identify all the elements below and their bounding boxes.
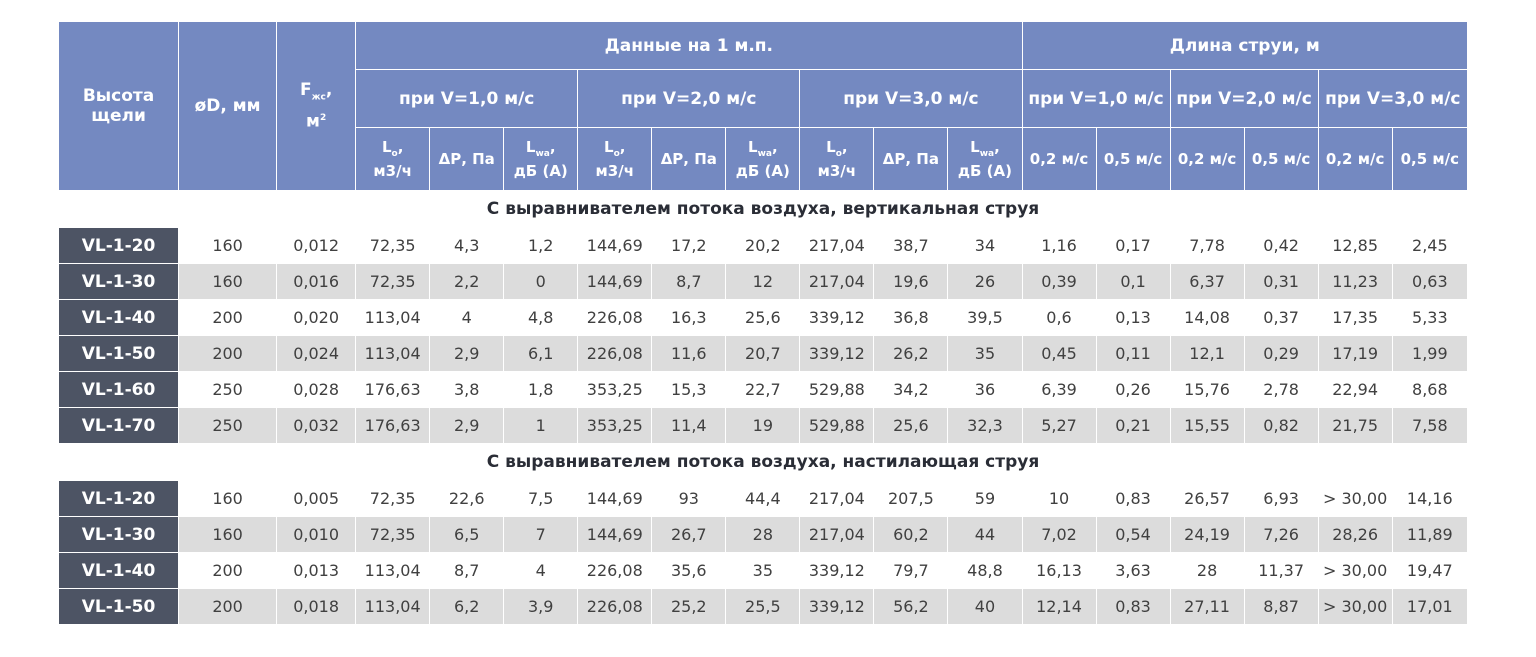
value-cell: 8,7: [430, 553, 504, 589]
value-cell: 12,1: [1170, 336, 1244, 372]
value-cell: 339,12: [800, 553, 874, 589]
header-group-data: Данные на 1 м.п.: [356, 22, 1022, 70]
table-row: [59, 264, 1468, 300]
value-cell: 113,04: [356, 300, 430, 336]
value-cell: 39,5: [948, 300, 1022, 336]
header-area-subscript: жс: [311, 92, 326, 103]
table-row: [59, 481, 1468, 517]
table-row: [59, 372, 1468, 408]
value-cell: 38,7: [874, 228, 948, 264]
value-cell: 0,012: [277, 228, 356, 264]
header-v05-2: 0,5 м/с: [1392, 128, 1467, 191]
value-cell: 113,04: [356, 589, 430, 625]
header-area: [277, 22, 356, 191]
lo-unit: м3/ч: [817, 161, 857, 180]
model-cell: VL-1-50: [59, 589, 179, 625]
value-cell: 34,2: [874, 372, 948, 408]
value-cell: 17,2: [652, 228, 726, 264]
value-cell: 353,25: [578, 372, 652, 408]
header-lo-2: $L_o$, м3/ч: [800, 128, 874, 191]
value-cell: 0,1: [1096, 264, 1170, 300]
value-cell: 144,69: [578, 517, 652, 553]
lwa-subscript: wa: [757, 148, 772, 159]
header-v02-0: 0,2 м/с: [1022, 128, 1096, 191]
lwa-unit: дБ (А): [513, 161, 568, 180]
header-diameter: øD, мм: [179, 22, 277, 191]
value-cell: 0,13: [1096, 300, 1170, 336]
lo-unit: м3/ч: [373, 161, 412, 180]
value-cell: 0,024: [277, 336, 356, 372]
header-speed-data-3: при V=3,0 м/с: [800, 70, 1022, 128]
value-cell: 7,02: [1022, 517, 1096, 553]
value-cell: 339,12: [800, 336, 874, 372]
header-dp-1: ΔР, Па: [652, 128, 726, 191]
table-header: [59, 22, 1468, 191]
model-cell: VL-1-40: [59, 553, 179, 589]
value-cell: 14,08: [1170, 300, 1244, 336]
value-cell: 250: [179, 372, 277, 408]
value-cell: 21,75: [1318, 408, 1392, 444]
value-cell: 144,69: [578, 264, 652, 300]
section-header-row: [59, 191, 1468, 228]
value-cell: 226,08: [578, 553, 652, 589]
value-cell: 44,4: [726, 481, 800, 517]
value-cell: 48,8: [948, 553, 1022, 589]
value-cell: 160: [179, 264, 277, 300]
value-cell: 6,1: [504, 336, 578, 372]
value-cell: 2,9: [430, 336, 504, 372]
value-cell: 12: [726, 264, 800, 300]
value-cell: 28,26: [1318, 517, 1392, 553]
lwa-symbol: L: [748, 137, 758, 156]
value-cell: 0,21: [1096, 408, 1170, 444]
value-cell: 160: [179, 517, 277, 553]
value-cell: 0,032: [277, 408, 356, 444]
value-cell: 59: [948, 481, 1022, 517]
value-cell: 28: [726, 517, 800, 553]
lo-symbol: L: [604, 137, 614, 156]
value-cell: 339,12: [800, 589, 874, 625]
lo-subscript: o: [391, 148, 398, 159]
value-cell: 3,8: [430, 372, 504, 408]
table-row: [59, 228, 1468, 264]
value-cell: 12,14: [1022, 589, 1096, 625]
value-cell: 17,35: [1318, 300, 1392, 336]
value-cell: 0,020: [277, 300, 356, 336]
value-cell: 0,37: [1244, 300, 1318, 336]
value-cell: 4,3: [430, 228, 504, 264]
value-cell: 16,3: [652, 300, 726, 336]
value-cell: 6,2: [430, 589, 504, 625]
value-cell: 34: [948, 228, 1022, 264]
value-cell: 12,85: [1318, 228, 1392, 264]
value-cell: 226,08: [578, 300, 652, 336]
model-cell: VL-1-20: [59, 228, 179, 264]
value-cell: 15,3: [652, 372, 726, 408]
value-cell: 6,37: [1170, 264, 1244, 300]
value-cell: 72,35: [356, 481, 430, 517]
value-cell: 16,13: [1022, 553, 1096, 589]
lwa-symbol: L: [970, 137, 980, 156]
header-v05-1: 0,5 м/с: [1244, 128, 1318, 191]
value-cell: 160: [179, 481, 277, 517]
value-cell: 0,018: [277, 589, 356, 625]
header-lwa-0: $L_{wa}$, дБ (А): [504, 128, 578, 191]
value-cell: 6,39: [1022, 372, 1096, 408]
value-cell: > 30,00: [1318, 553, 1392, 589]
value-cell: 11,4: [652, 408, 726, 444]
table-row: [59, 553, 1468, 589]
lo-symbol: L: [826, 137, 836, 156]
table-row: [59, 300, 1468, 336]
value-cell: 2,2: [430, 264, 504, 300]
table-row: [59, 336, 1468, 372]
header-v02-1: 0,2 м/с: [1170, 128, 1244, 191]
value-cell: 36: [948, 372, 1022, 408]
value-cell: 200: [179, 589, 277, 625]
value-cell: 0,31: [1244, 264, 1318, 300]
table-body: [59, 191, 1468, 625]
header-area-symbol: F: [299, 80, 312, 101]
header-dp-0: ΔР, Па: [430, 128, 504, 191]
header-v02-2: 0,2 м/с: [1318, 128, 1392, 191]
lwa-subscript: wa: [535, 148, 550, 159]
section-title: С выравнивателем потока воздуха, вертикальная струя: [59, 191, 1468, 228]
lo-unit: м3/ч: [595, 161, 634, 180]
header-lo-1: $L_o$, м3/ч: [578, 128, 652, 191]
value-cell: 0,83: [1096, 481, 1170, 517]
value-cell: 1,8: [504, 372, 578, 408]
value-cell: 113,04: [356, 336, 430, 372]
value-cell: 22,7: [726, 372, 800, 408]
value-cell: 44: [948, 517, 1022, 553]
value-cell: 4: [430, 300, 504, 336]
value-cell: 0,42: [1244, 228, 1318, 264]
value-cell: 113,04: [356, 553, 430, 589]
value-cell: 8,68: [1392, 372, 1467, 408]
header-area-sup: 2: [319, 112, 327, 123]
value-cell: 0,013: [277, 553, 356, 589]
value-cell: 7,78: [1170, 228, 1244, 264]
table-row: [59, 517, 1468, 553]
lwa-unit: дБ (А): [735, 161, 790, 180]
value-cell: 226,08: [578, 336, 652, 372]
value-cell: 7,58: [1392, 408, 1467, 444]
header-speed-jet-1: при V=1,0 м/с: [1022, 70, 1170, 128]
value-cell: 1,99: [1392, 336, 1467, 372]
model-cell: VL-1-30: [59, 517, 179, 553]
value-cell: 40: [948, 589, 1022, 625]
value-cell: 1,16: [1022, 228, 1096, 264]
value-cell: 0,11: [1096, 336, 1170, 372]
value-cell: 207,5: [874, 481, 948, 517]
lo-symbol: L: [381, 137, 392, 156]
value-cell: 5,27: [1022, 408, 1096, 444]
value-cell: 0,26: [1096, 372, 1170, 408]
value-cell: 6,5: [430, 517, 504, 553]
value-cell: 25,5: [726, 589, 800, 625]
value-cell: 15,76: [1170, 372, 1244, 408]
value-cell: 176,63: [356, 408, 430, 444]
value-cell: 353,25: [578, 408, 652, 444]
value-cell: 19: [726, 408, 800, 444]
value-cell: 3,9: [504, 589, 578, 625]
value-cell: 22,94: [1318, 372, 1392, 408]
value-cell: 144,69: [578, 228, 652, 264]
value-cell: 35,6: [652, 553, 726, 589]
value-cell: 79,7: [874, 553, 948, 589]
value-cell: > 30,00: [1318, 589, 1392, 625]
air-distributor-spec-table: [58, 21, 1468, 625]
value-cell: 93: [652, 481, 726, 517]
value-cell: 0,010: [277, 517, 356, 553]
table-row: [59, 408, 1468, 444]
value-cell: 3,63: [1096, 553, 1170, 589]
value-cell: 25,6: [874, 408, 948, 444]
value-cell: 2,78: [1244, 372, 1318, 408]
value-cell: 19,47: [1392, 553, 1467, 589]
header-lwa-2: $L_{wa}$, дБ (А): [948, 128, 1022, 191]
value-cell: 339,12: [800, 300, 874, 336]
value-cell: 7: [504, 517, 578, 553]
value-cell: 4: [504, 553, 578, 589]
value-cell: 35: [726, 553, 800, 589]
value-cell: 200: [179, 336, 277, 372]
lwa-unit: дБ (А): [957, 161, 1012, 180]
value-cell: 0: [504, 264, 578, 300]
value-cell: 529,88: [800, 372, 874, 408]
value-cell: 72,35: [356, 264, 430, 300]
value-cell: 15,55: [1170, 408, 1244, 444]
value-cell: 26: [948, 264, 1022, 300]
value-cell: 22,6: [430, 481, 504, 517]
value-cell: 0,83: [1096, 589, 1170, 625]
value-cell: 25,6: [726, 300, 800, 336]
value-cell: 8,87: [1244, 589, 1318, 625]
value-cell: 4,8: [504, 300, 578, 336]
header-dp-2: ΔР, Па: [874, 128, 948, 191]
lwa-symbol: L: [525, 137, 536, 156]
value-cell: 7,26: [1244, 517, 1318, 553]
value-cell: 6,93: [1244, 481, 1318, 517]
header-area-comma: ,: [325, 80, 333, 101]
value-cell: 144,69: [578, 481, 652, 517]
lo-subscript: o: [835, 148, 842, 159]
value-cell: 56,2: [874, 589, 948, 625]
model-cell: VL-1-60: [59, 372, 179, 408]
value-cell: 17,01: [1392, 589, 1467, 625]
model-cell: VL-1-20: [59, 481, 179, 517]
value-cell: 200: [179, 300, 277, 336]
value-cell: 0,028: [277, 372, 356, 408]
value-cell: 11,6: [652, 336, 726, 372]
header-v05-0: 0,5 м/с: [1096, 128, 1170, 191]
header-group-jet: Длина струи, м: [1022, 22, 1468, 70]
value-cell: 0,005: [277, 481, 356, 517]
table-row: [59, 589, 1468, 625]
value-cell: > 30,00: [1318, 481, 1392, 517]
value-cell: 11,37: [1244, 553, 1318, 589]
value-cell: 35: [948, 336, 1022, 372]
value-cell: 0,82: [1244, 408, 1318, 444]
value-cell: 72,35: [356, 228, 430, 264]
value-cell: 72,35: [356, 517, 430, 553]
value-cell: 217,04: [800, 264, 874, 300]
value-cell: 20,7: [726, 336, 800, 372]
value-cell: 0,54: [1096, 517, 1170, 553]
value-cell: 0,45: [1022, 336, 1096, 372]
value-cell: 217,04: [800, 228, 874, 264]
value-cell: 217,04: [800, 517, 874, 553]
value-cell: 160: [179, 228, 277, 264]
value-cell: 250: [179, 408, 277, 444]
value-cell: 226,08: [578, 589, 652, 625]
value-cell: 14,16: [1392, 481, 1467, 517]
lwa-subscript: wa: [979, 148, 995, 159]
section-header-row: [59, 444, 1468, 481]
value-cell: 36,8: [874, 300, 948, 336]
lo-subscript: o: [613, 148, 620, 159]
header-lwa-1: $L_{wa}$, дБ (А): [726, 128, 800, 191]
value-cell: 10: [1022, 481, 1096, 517]
value-cell: 25,2: [652, 589, 726, 625]
value-cell: 0,6: [1022, 300, 1096, 336]
value-cell: 11,89: [1392, 517, 1467, 553]
value-cell: 7,5: [504, 481, 578, 517]
value-cell: 11,23: [1318, 264, 1392, 300]
value-cell: 1,2: [504, 228, 578, 264]
header-area-unit: м: [306, 111, 320, 132]
header-speed-data-1: при V=1,0 м/с: [356, 70, 578, 128]
value-cell: 28: [1170, 553, 1244, 589]
value-cell: 26,57: [1170, 481, 1244, 517]
value-cell: 24,19: [1170, 517, 1244, 553]
model-cell: VL-1-30: [59, 264, 179, 300]
value-cell: 0,63: [1392, 264, 1467, 300]
header-slot-height: Высота щели: [59, 22, 179, 191]
value-cell: 32,3: [948, 408, 1022, 444]
value-cell: 0,17: [1096, 228, 1170, 264]
value-cell: 2,45: [1392, 228, 1467, 264]
value-cell: 8,7: [652, 264, 726, 300]
value-cell: 5,33: [1392, 300, 1467, 336]
value-cell: 200: [179, 553, 277, 589]
value-cell: 60,2: [874, 517, 948, 553]
value-cell: 17,19: [1318, 336, 1392, 372]
value-cell: 0,016: [277, 264, 356, 300]
value-cell: 26,7: [652, 517, 726, 553]
value-cell: 2,9: [430, 408, 504, 444]
header-speed-data-2: при V=2,0 м/с: [578, 70, 800, 128]
header-lo-0: $L_o$, м3/ч: [356, 128, 430, 191]
value-cell: 19,6: [874, 264, 948, 300]
value-cell: 217,04: [800, 481, 874, 517]
value-cell: 27,11: [1170, 589, 1244, 625]
header-speed-jet-2: при V=2,0 м/с: [1170, 70, 1318, 128]
model-cell: VL-1-70: [59, 408, 179, 444]
model-cell: VL-1-40: [59, 300, 179, 336]
value-cell: 529,88: [800, 408, 874, 444]
value-cell: 20,2: [726, 228, 800, 264]
value-cell: 0,29: [1244, 336, 1318, 372]
section-title: С выравнивателем потока воздуха, настилающая струя: [59, 444, 1468, 481]
header-speed-jet-3: при V=3,0 м/с: [1318, 70, 1467, 128]
value-cell: 26,2: [874, 336, 948, 372]
model-cell: VL-1-50: [59, 336, 179, 372]
value-cell: 0,39: [1022, 264, 1096, 300]
value-cell: 1: [504, 408, 578, 444]
value-cell: 176,63: [356, 372, 430, 408]
